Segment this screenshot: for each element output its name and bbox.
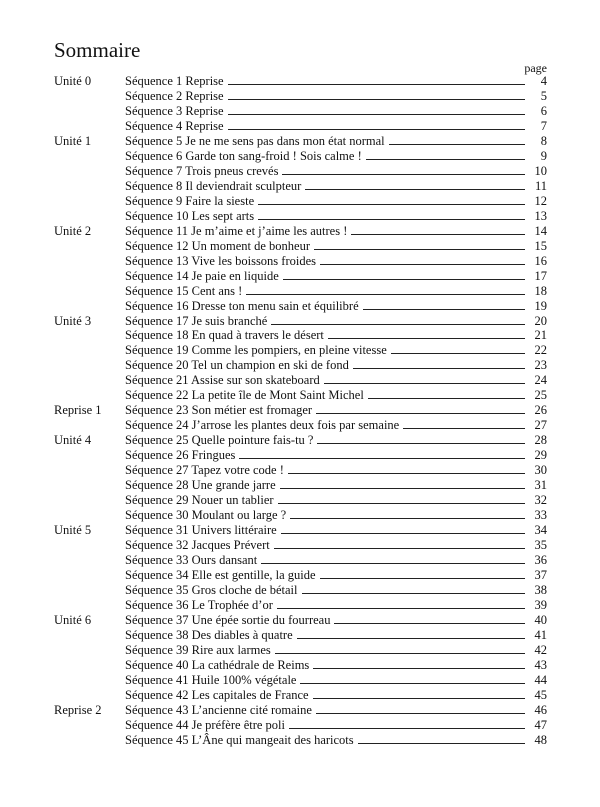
sequence-title: Séquence 28 Une grande jarre <box>125 478 276 493</box>
toc-entry <box>0 314 600 329</box>
leader-line <box>320 254 525 265</box>
sequence-line <box>125 194 547 209</box>
toc-entry <box>0 209 600 224</box>
leader-line <box>290 508 525 519</box>
page-number: 21 <box>534 328 547 343</box>
leader-line <box>261 553 525 564</box>
sequence-line <box>125 493 547 508</box>
page-number: 27 <box>534 418 547 433</box>
sequence-title: Séquence 37 Une épée sortie du fourreau <box>125 612 331 627</box>
sequence-title: Séquence 1 Reprise <box>125 74 224 88</box>
sequence-line <box>125 448 547 463</box>
toc-entry <box>0 104 600 119</box>
sequence-title: Séquence 41 Huile 100% végétale <box>125 672 297 687</box>
table-of-contents <box>0 74 600 748</box>
sequence-line <box>125 373 547 388</box>
sequence-title: Séquence 40 La cathédrale de Reims <box>125 657 310 672</box>
leader-line <box>317 433 525 444</box>
toc-entry <box>0 358 600 373</box>
unit-label: Unité 3 <box>54 313 92 328</box>
page-number: 10 <box>534 163 547 178</box>
toc-entry <box>0 538 600 553</box>
sequence-line <box>125 403 547 418</box>
sequence-title: Séquence 35 Gros cloche de bétail <box>125 582 298 597</box>
sequence-title: Séquence 24 J’arrose les plantes deux fois par semaine <box>125 418 400 433</box>
toc-entry <box>0 718 600 733</box>
sequence-title: Séquence 7 Trois pneus crevés <box>125 163 279 178</box>
toc-entry <box>0 418 600 433</box>
toc-entry <box>0 463 600 478</box>
sequence-title: Séquence 21 Assise sur son skateboard <box>125 373 320 388</box>
toc-entry <box>0 373 600 388</box>
toc-entry <box>0 643 600 658</box>
sequence-line <box>125 209 547 224</box>
page-number: 14 <box>534 223 547 238</box>
page-number: 24 <box>534 373 547 388</box>
leader-line <box>314 239 525 250</box>
unit-label: Unité 0 <box>54 74 92 88</box>
page-number: 11 <box>534 178 547 193</box>
toc-entry <box>0 478 600 493</box>
page-number: 42 <box>534 642 547 657</box>
leader-line <box>282 164 525 175</box>
sequence-line <box>125 688 547 703</box>
toc-entry <box>0 688 600 703</box>
toc-entry <box>0 628 600 643</box>
sequence-title: Séquence 42 Les capitales de France <box>125 687 309 702</box>
sequence-title: Séquence 45 L’Âne qui mangeait des haricots <box>125 732 354 747</box>
page-number: 12 <box>534 193 547 208</box>
page-number: 6 <box>540 103 547 118</box>
sequence-line <box>125 718 547 733</box>
leader-line <box>228 119 525 130</box>
sequence-line <box>125 538 547 553</box>
page-number: 4 <box>540 74 547 88</box>
leader-line <box>258 194 525 205</box>
leader-line <box>316 403 525 414</box>
sequence-line <box>125 74 547 89</box>
toc-entry <box>0 224 600 239</box>
page-number: 16 <box>534 253 547 268</box>
sequence-title: Séquence 33 Ours dansant <box>125 553 258 567</box>
sequence-line <box>125 418 547 433</box>
leader-line <box>334 613 525 624</box>
sequence-title: Séquence 17 Je suis branché <box>125 313 268 328</box>
unit-label: Unité 6 <box>54 612 92 627</box>
page-number: 17 <box>534 268 547 283</box>
sequence-line <box>125 583 547 598</box>
page-number: 46 <box>534 702 547 717</box>
sequence-line <box>125 254 547 269</box>
sequence-line <box>125 703 547 718</box>
leader-line <box>302 583 525 594</box>
leader-line <box>368 388 525 399</box>
toc-entry <box>0 164 600 179</box>
toc-entry <box>0 433 600 448</box>
sequence-title: Séquence 12 Un moment de bonheur <box>125 238 311 253</box>
page-number: 13 <box>534 208 547 223</box>
sequence-line <box>125 134 547 149</box>
leader-line <box>228 89 525 100</box>
sequence-title: Séquence 31 Univers littéraire <box>125 523 277 538</box>
leader-line <box>358 733 525 744</box>
toc-entry <box>0 284 600 299</box>
leader-line <box>271 314 525 325</box>
sequence-line <box>125 328 547 343</box>
toc-entry <box>0 149 600 164</box>
toc-entry <box>0 673 600 688</box>
toc-entry <box>0 658 600 673</box>
leader-line <box>351 224 525 235</box>
page-number: 18 <box>534 283 547 298</box>
unit-label: Unité 2 <box>54 223 92 238</box>
sequence-line <box>125 284 547 299</box>
sequence-title: Séquence 22 La petite île de Mont Saint Michel <box>125 388 364 403</box>
page-number: 41 <box>534 627 547 642</box>
toc-entry <box>0 299 600 314</box>
sequence-title: Séquence 2 Reprise <box>125 88 224 103</box>
page-title: Sommaire <box>54 38 141 62</box>
sequence-title: Séquence 14 Je paie en liquide <box>125 268 279 283</box>
sequence-title: Séquence 30 Moulant ou large ? <box>125 508 287 523</box>
sequence-title: Séquence 27 Tapez votre code ! <box>125 463 284 478</box>
page-number: 40 <box>534 612 547 627</box>
sequence-line <box>125 478 547 493</box>
leader-line <box>313 658 525 669</box>
toc-entry <box>0 553 600 568</box>
sequence-title: Séquence 13 Vive les boissons froides <box>125 253 317 268</box>
leader-line <box>280 478 525 489</box>
unit-label: Unité 1 <box>54 133 92 148</box>
page-number: 5 <box>540 88 547 103</box>
page-number: 36 <box>534 553 547 567</box>
page-number: 48 <box>534 732 547 747</box>
toc-entry <box>0 194 600 209</box>
leader-line <box>300 673 525 684</box>
leader-line <box>274 538 525 549</box>
leader-line <box>228 104 525 115</box>
toc-entry <box>0 598 600 613</box>
sequence-line <box>125 643 547 658</box>
sequence-title: Séquence 39 Rire aux larmes <box>125 642 271 657</box>
leader-line <box>281 523 525 534</box>
page-number: 19 <box>534 298 547 313</box>
leader-line <box>324 373 525 384</box>
page-number: 7 <box>540 118 547 133</box>
sequence-title: Séquence 34 Elle est gentille, la guide <box>125 567 316 582</box>
sequence-title: Séquence 16 Dresse ton menu sain et équilibré <box>125 298 359 313</box>
sequence-line <box>125 269 547 284</box>
sequence-title: Séquence 19 Comme les pompiers, en pleine vitesse <box>125 343 387 358</box>
page-number: 43 <box>534 657 547 672</box>
sequence-title: Séquence 10 Les sept arts <box>125 208 255 223</box>
leader-line <box>403 418 525 429</box>
sequence-title: Séquence 6 Garde ton sang-froid ! Sois calme ! <box>125 148 362 163</box>
unit-label: Reprise 2 <box>54 702 102 717</box>
toc-entry <box>0 328 600 343</box>
sequence-title: Séquence 20 Tel un champion en ski de fond <box>125 358 349 373</box>
page-number: 29 <box>534 448 547 463</box>
leader-line <box>389 134 525 145</box>
toc-entry <box>0 703 600 718</box>
leader-line <box>288 463 525 474</box>
leader-line <box>320 568 525 579</box>
leader-line <box>278 493 525 504</box>
page-number: 38 <box>534 582 547 597</box>
toc-entry <box>0 343 600 358</box>
toc-entry <box>0 119 600 134</box>
sequence-title: Séquence 9 Faire la sieste <box>125 193 255 208</box>
toc-entry <box>0 568 600 583</box>
page-number: 26 <box>534 403 547 418</box>
sequence-title: Séquence 11 Je m’aime et j’aime les autres ! <box>125 223 348 238</box>
page-number: 37 <box>534 567 547 582</box>
sequence-line <box>125 89 547 104</box>
page-number: 22 <box>534 343 547 358</box>
toc-entry <box>0 179 600 194</box>
unit-label: Reprise 1 <box>54 403 102 418</box>
toc-entry <box>0 733 600 748</box>
toc-entry <box>0 403 600 418</box>
sequence-line <box>125 658 547 673</box>
leader-line <box>391 343 525 354</box>
page-number: 31 <box>534 478 547 493</box>
page-number: 44 <box>534 672 547 687</box>
toc-entry <box>0 448 600 463</box>
sequence-title: Séquence 29 Nouer un tablier <box>125 493 274 508</box>
toc-entry <box>0 508 600 523</box>
sequence-line <box>125 613 547 628</box>
page-number: 39 <box>534 597 547 612</box>
leader-line <box>283 269 525 280</box>
page-number: 15 <box>534 238 547 253</box>
sequence-title: Séquence 5 Je ne me sens pas dans mon état normal <box>125 133 385 148</box>
sequence-line <box>125 433 547 448</box>
sequence-line <box>125 523 547 538</box>
page-number: 8 <box>540 133 547 148</box>
sequence-title: Séquence 43 L’ancienne cité romaine <box>125 702 312 717</box>
sequence-line <box>125 463 547 478</box>
leader-line <box>313 688 525 699</box>
sequence-title: Séquence 38 Des diables à quatre <box>125 627 293 642</box>
sequence-line <box>125 119 547 134</box>
page-number: 47 <box>534 717 547 732</box>
sequence-title: Séquence 44 Je préfère être poli <box>125 717 285 732</box>
unit-label: Unité 5 <box>54 523 92 538</box>
page-number: 33 <box>534 508 547 523</box>
sequence-line <box>125 733 547 748</box>
sequence-line <box>125 149 547 164</box>
sequence-title: Séquence 25 Quelle pointure fais-tu ? <box>125 433 314 448</box>
page-number: 28 <box>534 433 547 448</box>
page-number: 34 <box>534 523 547 538</box>
leader-line <box>353 358 525 369</box>
page-number: 30 <box>534 463 547 478</box>
page-column-heading: page <box>524 61 547 75</box>
sequence-line <box>125 179 547 194</box>
page-number: 23 <box>534 358 547 373</box>
page-number: 20 <box>534 313 547 328</box>
sequence-line <box>125 568 547 583</box>
sequence-line <box>125 628 547 643</box>
toc-entry <box>0 523 600 538</box>
sequence-line <box>125 224 547 239</box>
sequence-line <box>125 104 547 119</box>
leader-line <box>246 284 525 295</box>
sequence-line <box>125 388 547 403</box>
sequence-title: Séquence 32 Jacques Prévert <box>125 538 270 553</box>
leader-line <box>258 209 525 220</box>
toc-entry <box>0 254 600 269</box>
sequence-line <box>125 343 547 358</box>
sequence-line <box>125 673 547 688</box>
page-number: 35 <box>534 538 547 553</box>
leader-line <box>228 74 525 85</box>
leader-line <box>366 149 525 160</box>
toc-entry <box>0 134 600 149</box>
leader-line <box>328 328 525 339</box>
leader-line <box>239 448 525 459</box>
page-number: 25 <box>534 388 547 403</box>
leader-line <box>297 628 525 639</box>
leader-line <box>363 299 525 310</box>
toc-entry <box>0 239 600 254</box>
leader-line <box>305 179 525 190</box>
sequence-line <box>125 358 547 373</box>
sequence-title: Séquence 15 Cent ans ! <box>125 283 243 298</box>
sequence-title: Séquence 4 Reprise <box>125 118 224 133</box>
toc-entry <box>0 74 600 89</box>
sequence-title: Séquence 36 Le Trophée d’or <box>125 597 273 612</box>
toc-entry <box>0 493 600 508</box>
sequence-title: Séquence 3 Reprise <box>125 103 224 118</box>
leader-line <box>275 643 525 654</box>
toc-entry <box>0 583 600 598</box>
sequence-line <box>125 598 547 613</box>
leader-line <box>316 703 525 714</box>
sequence-line <box>125 314 547 329</box>
leader-line <box>277 598 525 609</box>
unit-label: Unité 4 <box>54 433 92 448</box>
page-number: 9 <box>540 148 547 163</box>
page-number: 32 <box>534 493 547 508</box>
sequence-title: Séquence 8 Il deviendrait sculpteur <box>125 178 302 193</box>
sequence-line <box>125 299 547 314</box>
sequence-title: Séquence 18 En quad à travers le désert <box>125 328 324 343</box>
sequence-title: Séquence 26 Fringues <box>125 448 236 463</box>
sequence-line <box>125 508 547 523</box>
toc-entry <box>0 269 600 284</box>
toc-entry <box>0 89 600 104</box>
sequence-line <box>125 239 547 254</box>
sequence-line <box>125 164 547 179</box>
sequence-title: Séquence 23 Son métier est fromager <box>125 403 313 418</box>
toc-entry <box>0 613 600 628</box>
page-number: 45 <box>534 687 547 702</box>
leader-line <box>289 718 525 729</box>
toc-entry <box>0 388 600 403</box>
sequence-line <box>125 553 547 568</box>
